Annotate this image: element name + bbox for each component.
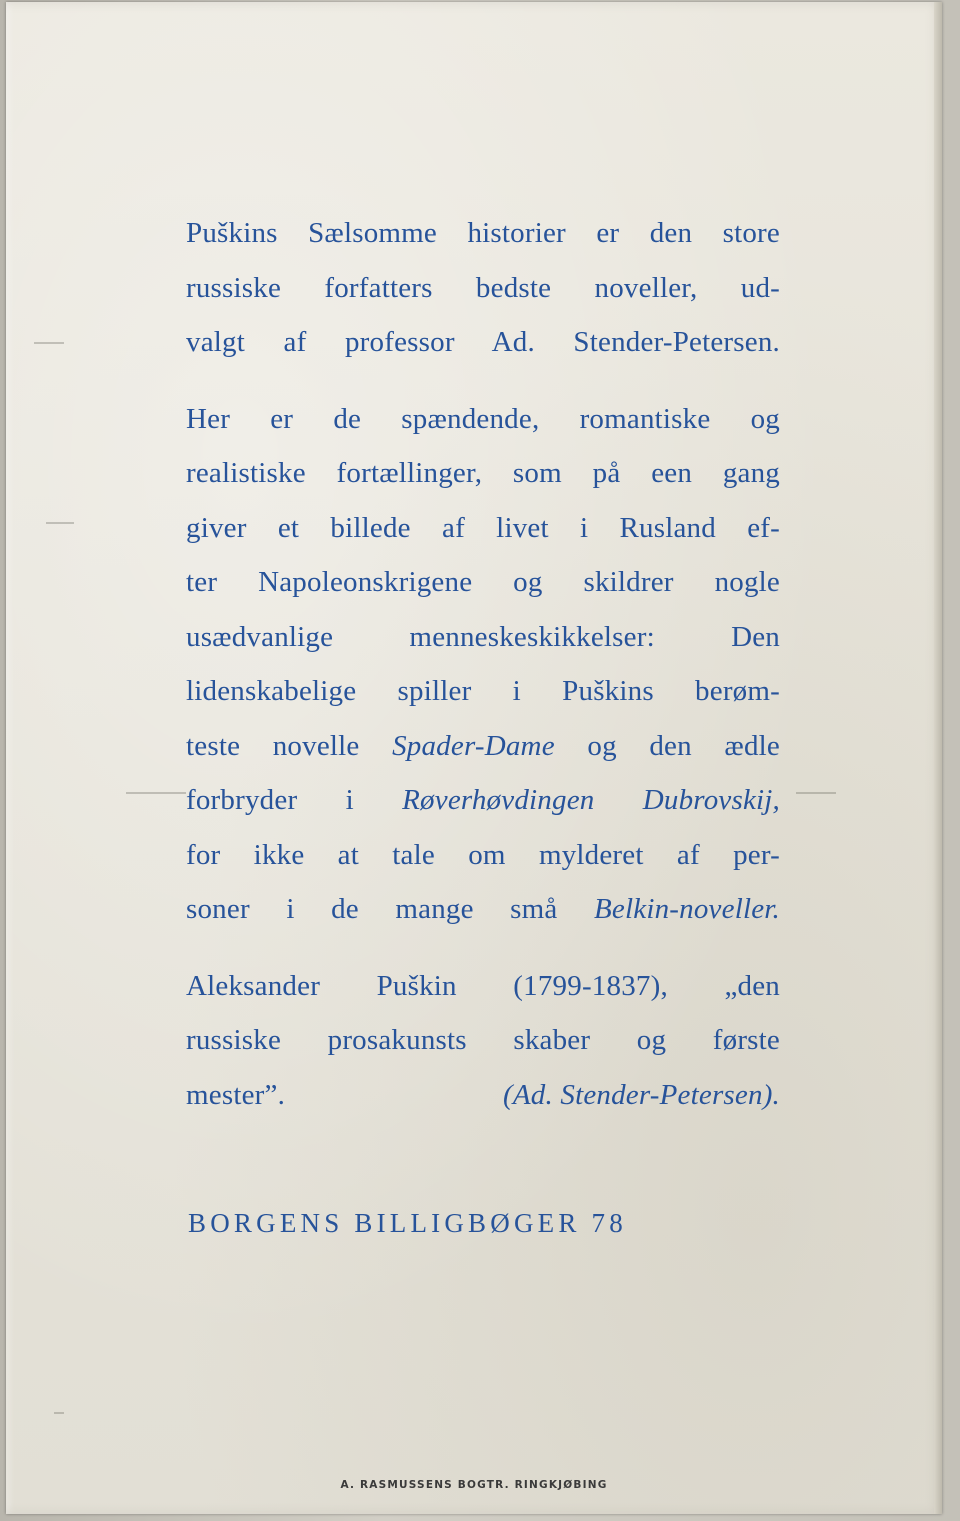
blurb-paragraph-3: [186, 959, 780, 1123]
blurb-paragraph-1: [186, 206, 780, 370]
blurb-line: Aleksander Puškin (1799-1837), „den: [186, 969, 780, 1002]
blurb-line: valgt af professor Ad. Stender-Petersen.: [186, 326, 780, 358]
paper-speck: [34, 342, 64, 344]
blurb-line: russiske prosakunsts skaber og første: [186, 1024, 780, 1056]
blurb-line: [186, 719, 780, 774]
printer-credit: A. RASMUSSENS BOGTR. RINGKJØBING: [340, 1479, 608, 1491]
series-label: BORGENS BILLIGBØGER 78: [188, 1208, 627, 1238]
blurb-line: giver et billede af livet i Rusland ef-: [186, 511, 780, 544]
title-belkin-noveller: Belkin-noveller.: [594, 893, 780, 925]
paper-speck: [54, 1412, 64, 1414]
book-back-cover: [6, 2, 942, 1514]
blurb-line: usædvanlige menneskeskikkelser: Den: [186, 620, 780, 653]
blurb-line: Her er de spændende, romantiske og: [186, 402, 780, 435]
blurb-text-run: mester”.: [186, 1078, 286, 1111]
blurb-text-run: forbryder i: [186, 784, 403, 816]
blurb-paragraph-2: [186, 392, 780, 937]
blurb-line: [186, 773, 780, 828]
paper-speck: [796, 792, 836, 794]
paper-speck: [126, 792, 186, 794]
page-edge: [934, 2, 942, 1514]
title-roverhovdingen-dubrovskij: Røverhøvdingen Dubrovskij,: [402, 784, 780, 816]
paper-speck: [46, 522, 74, 524]
blurb-line: for ikke at tale om mylderet af per-: [186, 838, 780, 871]
quote-attribution-line: [186, 1068, 780, 1123]
blurb-line: realistiske fortællinger, som på een gang: [186, 457, 780, 489]
blurb-line: Puškins Sælsomme historier er den store: [186, 217, 780, 249]
blurb-text-run: og den ædle: [554, 729, 780, 762]
blurb-text-run: soner i de mange små: [186, 893, 595, 925]
blurb-line: [186, 882, 780, 937]
quote-attribution: (Ad. Stender-Petersen).: [503, 1078, 780, 1111]
blurb-line: russiske forfatters bedste noveller, ud-: [186, 271, 780, 304]
title-spader-dame: Spader-Dame: [392, 729, 555, 762]
blurb-line: ter Napoleonskrigene og skildrer nogle: [186, 566, 780, 598]
blurb-text: [186, 206, 780, 1144]
blurb-text-run: teste novelle: [186, 729, 393, 762]
blurb-line: lidenskabelige spiller i Puškins berøm-: [186, 675, 780, 707]
